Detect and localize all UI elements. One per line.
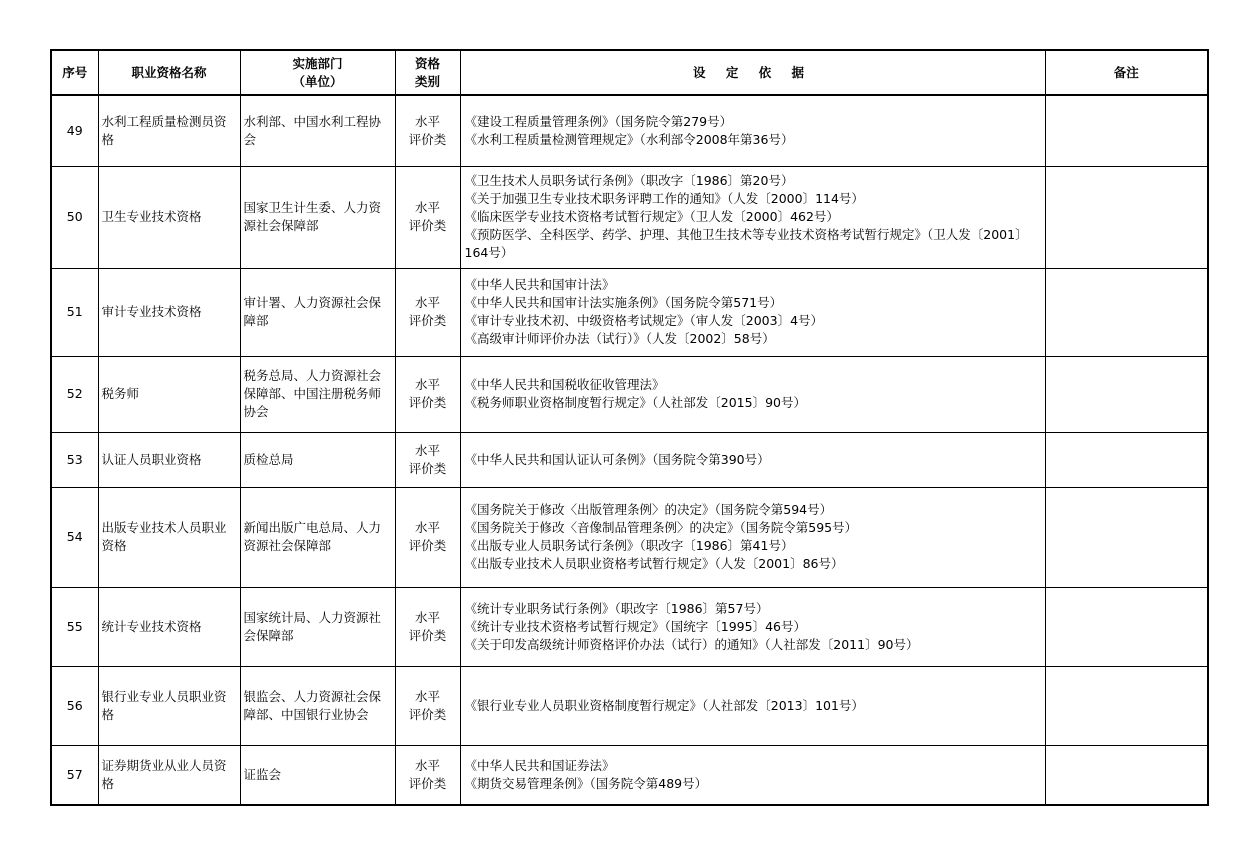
row-number: 54 bbox=[51, 487, 98, 587]
row-number: 53 bbox=[51, 432, 98, 487]
qualification-name: 证券期货业从业人员资格 bbox=[98, 745, 240, 805]
qualification-type-line1: 水平 bbox=[414, 200, 440, 215]
legal-basis bbox=[460, 356, 1045, 432]
remarks bbox=[1045, 745, 1208, 805]
row-number: 55 bbox=[51, 587, 98, 666]
legal-basis-item: 《中华人民共和国认证认可条例》（国务院令第390号） bbox=[464, 451, 770, 467]
legal-basis bbox=[460, 95, 1045, 166]
table-row bbox=[51, 745, 1208, 805]
legal-basis-item: 《建设工程质量管理条例》（国务院令第279号） bbox=[464, 113, 733, 129]
remarks bbox=[1045, 432, 1208, 487]
qualification-type-line2: 评价类 bbox=[408, 775, 447, 791]
table-row bbox=[51, 587, 1208, 666]
qualification-type-line2: 评价类 bbox=[408, 395, 447, 410]
header-note: 备注 bbox=[1045, 50, 1208, 95]
qualification-type-line1: 水平 bbox=[414, 757, 440, 773]
remarks bbox=[1045, 487, 1208, 587]
qualification-type-line1: 水平 bbox=[414, 609, 440, 625]
qualification-name: 卫生专业技术资格 bbox=[98, 166, 240, 268]
implementing-department: 质检总局 bbox=[240, 432, 395, 487]
legal-basis-item: 《期货交易管理条例》（国务院令第489号） bbox=[464, 775, 708, 791]
legal-basis-item: 《国务院关于修改〈出版管理条例〉的决定》（国务院令第594号） bbox=[464, 502, 833, 517]
table-row bbox=[51, 487, 1208, 587]
legal-basis-item: 《出版专业人员职务试行条例》（职改字〔1986〕第41号） bbox=[464, 538, 794, 553]
implementing-department: 国家统计局、人力资源社会保障部 bbox=[240, 587, 395, 666]
legal-basis-item: 《关于加强卫生专业技术职务评聘工作的通知》（人发〔2000〕114号） bbox=[464, 191, 864, 206]
legal-basis-item: 《审计专业技术初、中级资格考试规定》（审人发〔2003〕4号） bbox=[464, 313, 824, 328]
header-no: 序号 bbox=[51, 50, 98, 95]
legal-basis-item: 《出版专业技术人员职业资格考试暂行规定》（人发〔2001〕86号） bbox=[464, 556, 844, 571]
remarks bbox=[1045, 268, 1208, 356]
legal-basis-item: 《中华人民共和国审计法》 bbox=[464, 277, 615, 292]
qualification-table bbox=[50, 49, 1209, 806]
legal-basis bbox=[460, 587, 1045, 666]
legal-basis bbox=[460, 487, 1045, 587]
table-row bbox=[51, 356, 1208, 432]
header-row bbox=[51, 50, 1208, 95]
qualification-type-line2: 评价类 bbox=[408, 538, 447, 553]
qualification-type bbox=[395, 166, 460, 268]
qualification-type bbox=[395, 745, 460, 805]
legal-basis bbox=[460, 268, 1045, 356]
remarks bbox=[1045, 95, 1208, 166]
qualification-type-line2: 评价类 bbox=[408, 460, 447, 476]
implementing-department: 新闻出版广电总局、人力资源社会保障部 bbox=[240, 487, 395, 587]
legal-basis bbox=[460, 745, 1045, 805]
header-type bbox=[395, 50, 460, 95]
implementing-department: 水利部、中国水利工程协会 bbox=[240, 95, 395, 166]
table-row bbox=[51, 666, 1208, 745]
legal-basis-item: 《水利工程质量检测管理规定》（水利部令2008年第36号） bbox=[464, 131, 794, 147]
table-body bbox=[51, 95, 1208, 805]
qualification-name: 出版专业技术人员职业资格 bbox=[98, 487, 240, 587]
qualification-type bbox=[395, 356, 460, 432]
qualification-type bbox=[395, 268, 460, 356]
qualification-name: 认证人员职业资格 bbox=[98, 432, 240, 487]
header-dept-line2: （单位） bbox=[292, 73, 343, 89]
legal-basis-item: 《中华人民共和国证券法》 bbox=[464, 757, 615, 773]
implementing-department: 证监会 bbox=[240, 745, 395, 805]
legal-basis-item: 《国务院关于修改〈音像制品管理条例〉的决定》（国务院令第595号） bbox=[464, 520, 858, 535]
implementing-department: 税务总局、人力资源社会保障部、中国注册税务师协会 bbox=[240, 356, 395, 432]
qualification-type-line2: 评价类 bbox=[408, 131, 447, 147]
header-type-line1: 资格 bbox=[414, 55, 440, 71]
legal-basis-item: 《卫生技术人员职务试行条例》（职改字〔1986〕第20号） bbox=[464, 173, 794, 188]
implementing-department: 审计署、人力资源社会保障部 bbox=[240, 268, 395, 356]
remarks bbox=[1045, 166, 1208, 268]
implementing-department: 国家卫生计生委、人力资源社会保障部 bbox=[240, 166, 395, 268]
qualification-name: 统计专业技术资格 bbox=[98, 587, 240, 666]
qualification-type-line1: 水平 bbox=[414, 113, 440, 129]
qualification-type bbox=[395, 432, 460, 487]
qualification-type bbox=[395, 587, 460, 666]
legal-basis-item: 《统计专业技术资格考试暂行规定》（国统字〔1995〕46号） bbox=[464, 618, 806, 634]
legal-basis bbox=[460, 166, 1045, 268]
table-row bbox=[51, 95, 1208, 166]
implementing-department: 银监会、人力资源社会保障部、中国银行业协会 bbox=[240, 666, 395, 745]
legal-basis-item: 《统计专业职务试行条例》（职改字〔1986〕第57号） bbox=[464, 600, 769, 616]
legal-basis bbox=[460, 666, 1045, 745]
qualification-type bbox=[395, 95, 460, 166]
qualification-type bbox=[395, 666, 460, 745]
legal-basis-item: 《银行业专业人员职业资格制度暂行规定》（人社部发〔2013〕101号） bbox=[464, 697, 864, 713]
qualification-type-line1: 水平 bbox=[414, 688, 440, 704]
qualification-name: 水利工程质量检测员资格 bbox=[98, 95, 240, 166]
legal-basis-item: 《高级审计师评价办法（试行）》（人发〔2002〕58号） bbox=[464, 331, 775, 346]
header-basis: 设 定 依 据 bbox=[460, 50, 1045, 95]
legal-basis-item: 《中华人民共和国审计法实施条例》（国务院令第571号） bbox=[464, 295, 783, 310]
qualification-type-line2: 评价类 bbox=[408, 313, 447, 328]
remarks bbox=[1045, 587, 1208, 666]
qualification-type bbox=[395, 487, 460, 587]
header-name: 职业资格名称 bbox=[98, 50, 240, 95]
legal-basis-item: 《关于印发高级统计师资格评价办法（试行）的通知》（人社部发〔2011〕90号） bbox=[464, 636, 919, 652]
legal-basis-item: 《临床医学专业技术资格考试暂行规定》（卫人发〔2000〕462号） bbox=[464, 209, 839, 224]
row-number: 52 bbox=[51, 356, 98, 432]
table-row bbox=[51, 166, 1208, 268]
legal-basis bbox=[460, 432, 1045, 487]
header-dept-line1: 实施部门 bbox=[292, 55, 343, 71]
row-number: 50 bbox=[51, 166, 98, 268]
header-type-line2: 类别 bbox=[414, 73, 440, 89]
table-row bbox=[51, 268, 1208, 356]
qualification-type-line2: 评价类 bbox=[408, 706, 447, 722]
remarks bbox=[1045, 666, 1208, 745]
row-number: 56 bbox=[51, 666, 98, 745]
qualification-type-line2: 评价类 bbox=[408, 218, 447, 233]
qualification-type-line1: 水平 bbox=[414, 442, 440, 458]
legal-basis-item: 《预防医学、全科医学、药学、护理、其他卫生技术等专业技术资格考试暂行规定》（卫人发〔2001〕164号） bbox=[464, 227, 1028, 260]
qualification-name: 银行业专业人员职业资格 bbox=[98, 666, 240, 745]
table-row bbox=[51, 432, 1208, 487]
qualification-type-line2: 评价类 bbox=[408, 627, 447, 643]
row-number: 51 bbox=[51, 268, 98, 356]
row-number: 49 bbox=[51, 95, 98, 166]
row-number: 57 bbox=[51, 745, 98, 805]
qualification-name: 税务师 bbox=[98, 356, 240, 432]
legal-basis-item: 《中华人民共和国税收征收管理法》 bbox=[464, 377, 665, 392]
qualification-type-line1: 水平 bbox=[414, 377, 440, 392]
qualification-type-line1: 水平 bbox=[414, 520, 440, 535]
qualification-type-line1: 水平 bbox=[414, 295, 440, 310]
qualification-name: 审计专业技术资格 bbox=[98, 268, 240, 356]
header-dept bbox=[240, 50, 395, 95]
legal-basis-item: 《税务师职业资格制度暂行规定》（人社部发〔2015〕90号） bbox=[464, 395, 806, 410]
remarks bbox=[1045, 356, 1208, 432]
